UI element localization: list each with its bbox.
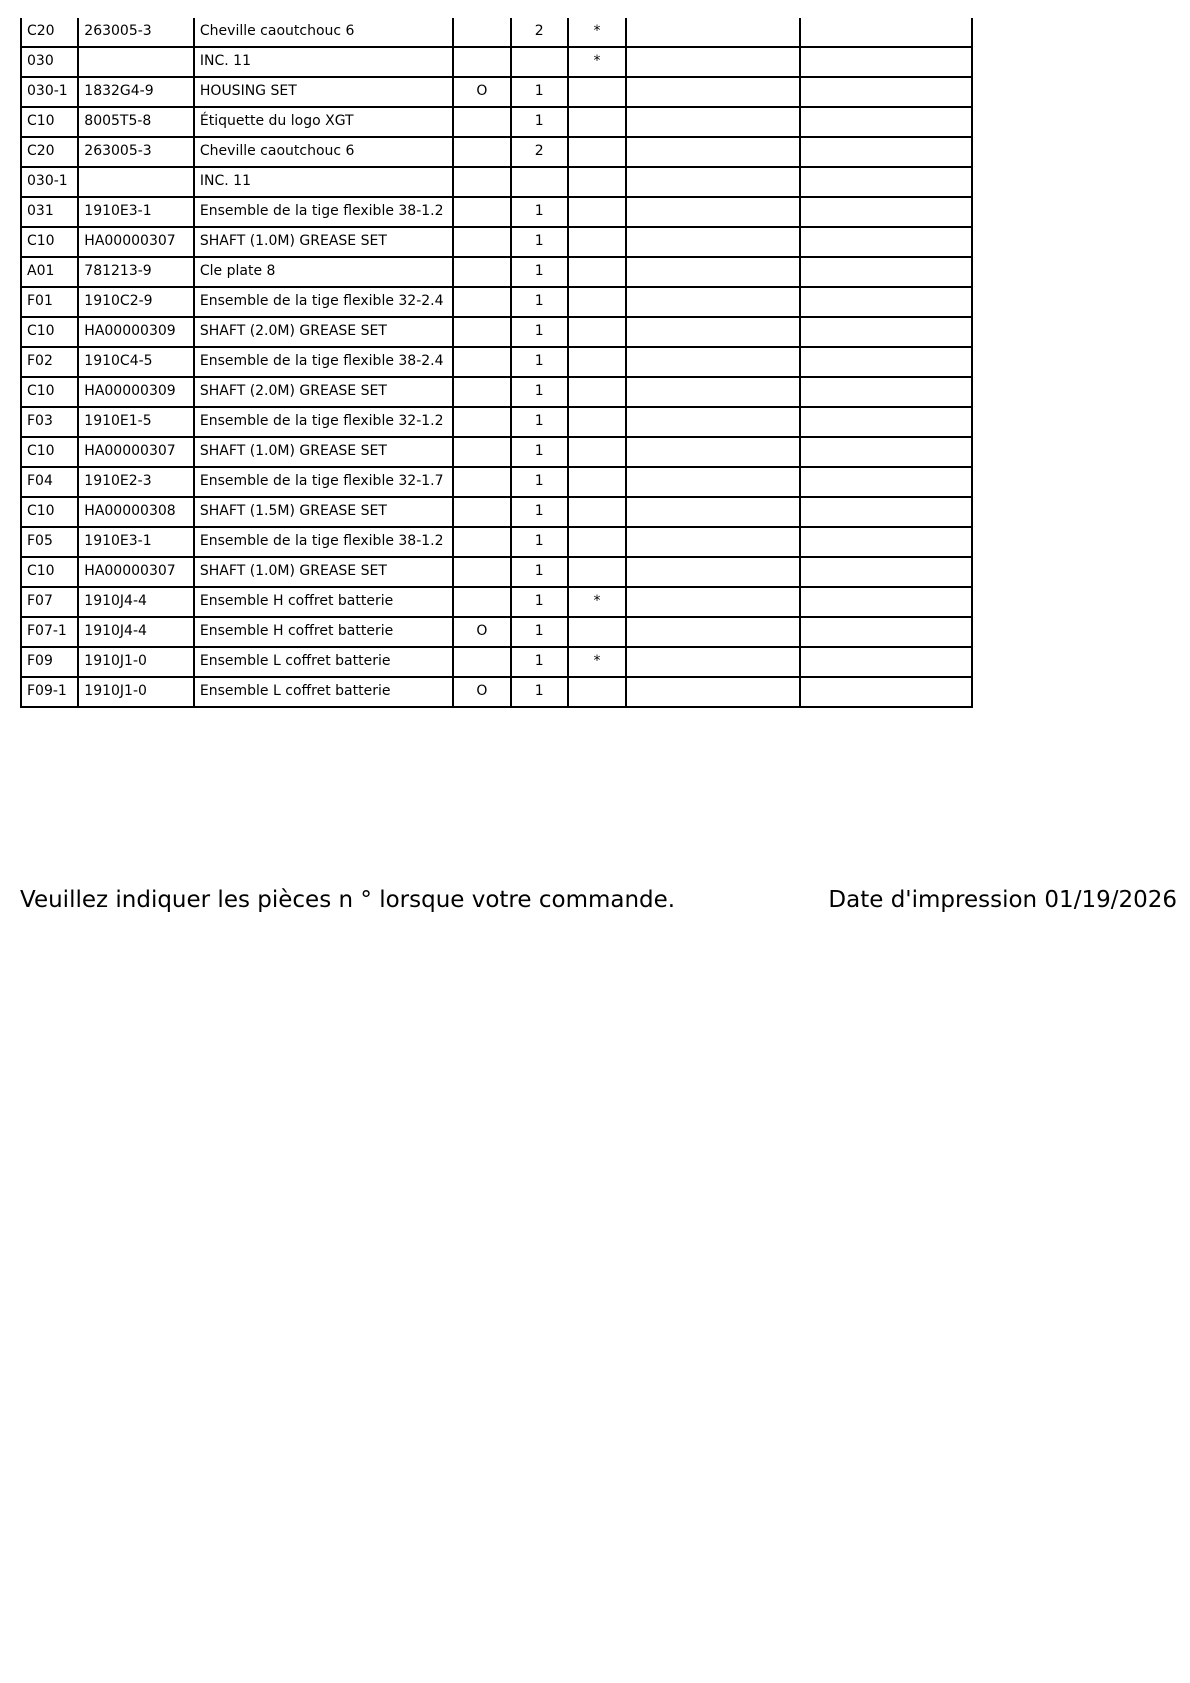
quantity-cell [511, 167, 568, 197]
option-cell: O [453, 77, 510, 107]
table-row [21, 287, 972, 317]
blank-cell-a [626, 47, 800, 77]
blank-cell-b [800, 377, 972, 407]
table-row [21, 77, 972, 107]
table-row [21, 527, 972, 557]
part-number-cell: 8005T5-8 [78, 107, 194, 137]
blank-cell-a [626, 347, 800, 377]
item-number-cell: F02 [21, 347, 78, 377]
note-mark-cell [568, 347, 626, 377]
note-mark-cell [568, 527, 626, 557]
item-number-cell: C10 [21, 317, 78, 347]
option-cell [453, 47, 510, 77]
note-mark-cell: * [568, 647, 626, 677]
description-cell: Ensemble de la tige flexible 38-2.4 [194, 347, 453, 377]
quantity-cell: 1 [511, 527, 568, 557]
description-cell: SHAFT (2.0M) GREASE SET [194, 317, 453, 347]
note-mark-cell [568, 497, 626, 527]
part-number-cell: HA00000307 [78, 437, 194, 467]
table-row [21, 497, 972, 527]
option-cell [453, 167, 510, 197]
note-mark-cell [568, 227, 626, 257]
option-cell [453, 287, 510, 317]
quantity-cell: 2 [511, 18, 568, 47]
item-number-cell: F01 [21, 287, 78, 317]
item-number-cell: F07 [21, 587, 78, 617]
description-cell: SHAFT (1.5M) GREASE SET [194, 497, 453, 527]
quantity-cell [511, 47, 568, 77]
note-mark-cell [568, 617, 626, 647]
description-cell: Étiquette du logo XGT [194, 107, 453, 137]
item-number-cell: 030-1 [21, 167, 78, 197]
blank-cell-a [626, 587, 800, 617]
option-cell [453, 137, 510, 167]
description-cell: SHAFT (1.0M) GREASE SET [194, 437, 453, 467]
part-number-cell: 1910J4-4 [78, 617, 194, 647]
part-number-cell: HA00000309 [78, 377, 194, 407]
note-mark-cell [568, 137, 626, 167]
table-row [21, 677, 972, 707]
option-cell [453, 467, 510, 497]
note-mark-cell [568, 257, 626, 287]
description-cell: SHAFT (2.0M) GREASE SET [194, 377, 453, 407]
part-number-cell [78, 47, 194, 77]
part-number-cell: 1910C4-5 [78, 347, 194, 377]
blank-cell-a [626, 317, 800, 347]
blank-cell-b [800, 407, 972, 437]
table-row [21, 617, 972, 647]
table-row [21, 587, 972, 617]
blank-cell-b [800, 257, 972, 287]
option-cell: O [453, 617, 510, 647]
option-cell [453, 197, 510, 227]
part-number-cell: 1910E2-3 [78, 467, 194, 497]
description-cell: Ensemble L coffret batterie [194, 677, 453, 707]
table-row [21, 437, 972, 467]
blank-cell-b [800, 557, 972, 587]
part-number-cell: 263005-3 [78, 137, 194, 167]
part-number-cell: 1910J1-0 [78, 647, 194, 677]
item-number-cell: 031 [21, 197, 78, 227]
option-cell [453, 257, 510, 287]
quantity-cell: 1 [511, 647, 568, 677]
blank-cell-b [800, 677, 972, 707]
part-number-cell: 1910E3-1 [78, 527, 194, 557]
blank-cell-a [626, 527, 800, 557]
blank-cell-b [800, 47, 972, 77]
blank-cell-a [626, 647, 800, 677]
quantity-cell: 1 [511, 257, 568, 287]
note-mark-cell [568, 317, 626, 347]
part-number-cell: HA00000307 [78, 227, 194, 257]
part-number-cell: HA00000308 [78, 497, 194, 527]
part-number-cell: HA00000307 [78, 557, 194, 587]
note-mark-cell: * [568, 18, 626, 47]
item-number-cell: F09 [21, 647, 78, 677]
option-cell [453, 497, 510, 527]
description-cell: Ensemble de la tige flexible 32-2.4 [194, 287, 453, 317]
blank-cell-b [800, 347, 972, 377]
table-row [21, 47, 972, 77]
table-row [21, 197, 972, 227]
blank-cell-b [800, 497, 972, 527]
order-instruction-note: Veuillez indiquer les pièces n ° lorsque votre commande. [20, 887, 676, 913]
blank-cell-a [626, 107, 800, 137]
quantity-cell: 1 [511, 587, 568, 617]
blank-cell-a [626, 167, 800, 197]
note-mark-cell [568, 677, 626, 707]
blank-cell-b [800, 647, 972, 677]
part-number-cell: 1910C2-9 [78, 287, 194, 317]
item-number-cell: A01 [21, 257, 78, 287]
table-row [21, 257, 972, 287]
blank-cell-b [800, 77, 972, 107]
note-mark-cell [568, 557, 626, 587]
option-cell [453, 347, 510, 377]
item-number-cell: C10 [21, 557, 78, 587]
table-row [21, 317, 972, 347]
quantity-cell: 1 [511, 407, 568, 437]
quantity-cell: 1 [511, 107, 568, 137]
option-cell [453, 527, 510, 557]
item-number-cell: C10 [21, 377, 78, 407]
print-date: Date d'impression 01/19/2026 [828, 887, 1177, 913]
quantity-cell: 1 [511, 317, 568, 347]
quantity-cell: 1 [511, 677, 568, 707]
quantity-cell: 1 [511, 227, 568, 257]
description-cell: Cheville caoutchouc 6 [194, 137, 453, 167]
note-mark-cell [568, 377, 626, 407]
blank-cell-b [800, 137, 972, 167]
parts-table [20, 18, 973, 708]
table-row [21, 227, 972, 257]
quantity-cell: 1 [511, 467, 568, 497]
part-number-cell: 1910E3-1 [78, 197, 194, 227]
note-mark-cell [568, 77, 626, 107]
blank-cell-a [626, 287, 800, 317]
item-number-cell: F03 [21, 407, 78, 437]
blank-cell-a [626, 407, 800, 437]
blank-cell-b [800, 617, 972, 647]
blank-cell-a [626, 137, 800, 167]
description-cell: Ensemble L coffret batterie [194, 647, 453, 677]
part-number-cell [78, 167, 194, 197]
blank-cell-a [626, 557, 800, 587]
description-cell: Ensemble H coffret batterie [194, 617, 453, 647]
table-row [21, 467, 972, 497]
part-number-cell: 1910J4-4 [78, 587, 194, 617]
item-number-cell: F04 [21, 467, 78, 497]
blank-cell-a [626, 77, 800, 107]
description-cell: Ensemble de la tige flexible 32-1.7 [194, 467, 453, 497]
option-cell [453, 107, 510, 137]
description-cell: Cheville caoutchouc 6 [194, 18, 453, 47]
blank-cell-a [626, 437, 800, 467]
description-cell: SHAFT (1.0M) GREASE SET [194, 227, 453, 257]
part-number-cell: HA00000309 [78, 317, 194, 347]
table-row [21, 347, 972, 377]
quantity-cell: 2 [511, 137, 568, 167]
item-number-cell: C10 [21, 497, 78, 527]
table-row [21, 377, 972, 407]
table-row [21, 407, 972, 437]
quantity-cell: 1 [511, 557, 568, 587]
description-cell: Ensemble de la tige flexible 38-1.2 [194, 527, 453, 557]
item-number-cell: F09-1 [21, 677, 78, 707]
quantity-cell: 1 [511, 497, 568, 527]
option-cell [453, 377, 510, 407]
quantity-cell: 1 [511, 437, 568, 467]
table-row [21, 557, 972, 587]
blank-cell-a [626, 617, 800, 647]
note-mark-cell [568, 437, 626, 467]
description-cell: INC. 11 [194, 47, 453, 77]
blank-cell-b [800, 437, 972, 467]
blank-cell-a [626, 18, 800, 47]
option-cell [453, 437, 510, 467]
quantity-cell: 1 [511, 617, 568, 647]
item-number-cell: F07-1 [21, 617, 78, 647]
description-cell: INC. 11 [194, 167, 453, 197]
description-cell: HOUSING SET [194, 77, 453, 107]
item-number-cell: C10 [21, 107, 78, 137]
blank-cell-b [800, 18, 972, 47]
option-cell [453, 18, 510, 47]
blank-cell-b [800, 167, 972, 197]
parts-table-body [21, 18, 972, 707]
description-cell: Ensemble de la tige flexible 32-1.2 [194, 407, 453, 437]
blank-cell-b [800, 227, 972, 257]
blank-cell-b [800, 197, 972, 227]
note-mark-cell [568, 107, 626, 137]
item-number-cell: 030 [21, 47, 78, 77]
note-mark-cell: * [568, 587, 626, 617]
note-mark-cell [568, 167, 626, 197]
option-cell [453, 227, 510, 257]
table-row [21, 107, 972, 137]
quantity-cell: 1 [511, 377, 568, 407]
option-cell [453, 317, 510, 347]
part-number-cell: 1832G4-9 [78, 77, 194, 107]
quantity-cell: 1 [511, 197, 568, 227]
table-row [21, 647, 972, 677]
item-number-cell: F05 [21, 527, 78, 557]
blank-cell-b [800, 467, 972, 497]
quantity-cell: 1 [511, 77, 568, 107]
part-number-cell: 1910E1-5 [78, 407, 194, 437]
blank-cell-b [800, 587, 972, 617]
item-number-cell: C20 [21, 18, 78, 47]
note-mark-cell [568, 467, 626, 497]
item-number-cell: C10 [21, 227, 78, 257]
note-mark-cell [568, 407, 626, 437]
note-mark-cell: * [568, 47, 626, 77]
note-mark-cell [568, 287, 626, 317]
blank-cell-a [626, 467, 800, 497]
quantity-cell: 1 [511, 287, 568, 317]
description-cell: Ensemble H coffret batterie [194, 587, 453, 617]
blank-cell-b [800, 317, 972, 347]
note-mark-cell [568, 197, 626, 227]
option-cell [453, 407, 510, 437]
item-number-cell: C20 [21, 137, 78, 167]
blank-cell-b [800, 107, 972, 137]
description-cell: SHAFT (1.0M) GREASE SET [194, 557, 453, 587]
description-cell: Cle plate 8 [194, 257, 453, 287]
table-row [21, 137, 972, 167]
part-number-cell: 781213-9 [78, 257, 194, 287]
blank-cell-a [626, 497, 800, 527]
description-cell: Ensemble de la tige flexible 38-1.2 [194, 197, 453, 227]
option-cell [453, 557, 510, 587]
blank-cell-a [626, 257, 800, 287]
option-cell: O [453, 677, 510, 707]
option-cell [453, 587, 510, 617]
option-cell [453, 647, 510, 677]
item-number-cell: 030-1 [21, 77, 78, 107]
blank-cell-a [626, 377, 800, 407]
table-row [21, 18, 972, 47]
table-row [21, 167, 972, 197]
blank-cell-a [626, 677, 800, 707]
blank-cell-b [800, 527, 972, 557]
blank-cell-a [626, 197, 800, 227]
quantity-cell: 1 [511, 347, 568, 377]
blank-cell-a [626, 227, 800, 257]
part-number-cell: 1910J1-0 [78, 677, 194, 707]
part-number-cell: 263005-3 [78, 18, 194, 47]
blank-cell-b [800, 287, 972, 317]
item-number-cell: C10 [21, 437, 78, 467]
